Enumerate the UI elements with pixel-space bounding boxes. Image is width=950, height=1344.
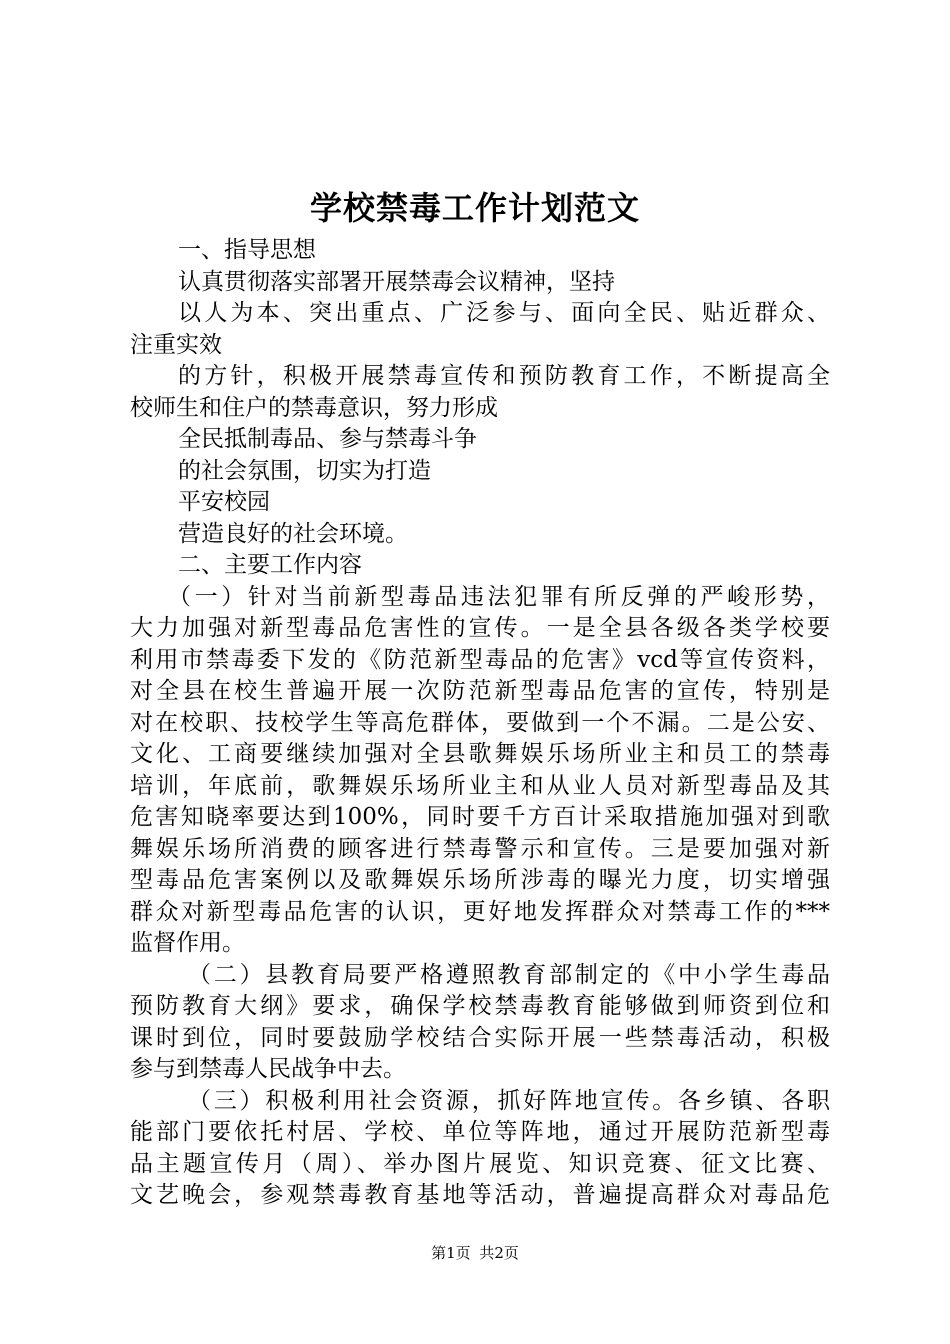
text-line: 一、指导思想 <box>178 237 316 263</box>
text-line: 以人为本、突出重点、广泛参与、面向全民、贴近群众、 <box>178 300 830 326</box>
text-line: 能部门要依托村居、学校、单位等阵地，通过开展防范新型毒 <box>130 1119 830 1145</box>
text-line: 的社会氛围，切实为打造 <box>178 457 431 484</box>
text-line: 舞娱乐场所消费的顾客进行禁毒警示和宣传。三是要加强对新 <box>130 835 830 862</box>
text-line: 监督作用。 <box>130 930 245 956</box>
text-line: 对全县在校生普遍开展一次防范新型毒品危害的宣传，特别是 <box>130 678 830 704</box>
text-line: 群众对新型毒品危害的认识，更好地发挥群众对禁毒工作的*** <box>130 898 830 925</box>
text-line: 预防教育大纲》要求，确保学校禁毒教育能够做到师资到位和 <box>130 993 830 1019</box>
page-number: 第1页 <box>431 1244 471 1262</box>
text-line: 注重实效 <box>130 331 222 358</box>
text-line: 对在校职、技校学生等高危群体，要做到一个不漏。二是公安、 <box>130 709 830 736</box>
text-line: 全民抵制毒品、参与禁毒斗争 <box>178 426 477 452</box>
text-line: 参与到禁毒人民战争中去。 <box>130 1056 406 1082</box>
text-line: 大力加强对新型毒品危害性的宣传。一是全县各级各类学校要 <box>130 615 830 641</box>
text-line: 培训，年底前，歌舞娱乐场所业主和从业人员对新型毒品及其 <box>130 772 830 799</box>
page-total: 共2页 <box>479 1244 519 1262</box>
page-footer <box>0 1243 950 1263</box>
text-line: 平安校园 <box>178 489 270 515</box>
text-line: 的方针，积极开展禁毒宣传和预防教育工作，不断提高全 <box>178 363 830 389</box>
text-line: （一）针对当前新型毒品违法犯罪有所反弹的严峻形势， <box>168 583 830 610</box>
text-line: 认真贯彻落实部署开展禁毒会议精神，坚持 <box>178 268 615 295</box>
text-line: 危害知晓率要达到100%，同时要千方百计采取措施加强对到歌 <box>130 804 830 830</box>
text-line: 课时到位，同时要鼓励学校结合实际开展一些禁毒活动，积极 <box>130 1024 830 1051</box>
text-line: 文艺晚会，参观禁毒教育基地等活动，普遍提高群众对毒品危 <box>130 1182 830 1208</box>
text-line: 二、主要工作内容 <box>178 552 362 578</box>
text-line: 营造良好的社会环境。 <box>178 520 408 547</box>
text-line: 文化、工商要继续加强对全县歌舞娱乐场所业主和员工的禁毒 <box>130 741 830 767</box>
text-line: 校师生和住户的禁毒意识，努力形成 <box>130 394 498 421</box>
text-line: 利用市禁毒委下发的《防范新型毒品的危害》vcd等宣传资料， <box>130 646 830 673</box>
text-line: （二）县教育局要严格遵照教育部制定的《中小学生毒品 <box>188 961 830 988</box>
document-body <box>130 235 830 1212</box>
text-line: （三）积极利用社会资源，抓好阵地宣传。各乡镇、各职 <box>188 1087 830 1114</box>
text-line: 品主题宣传月（周）、举办图片展览、知识竞赛、征文比赛、 <box>130 1150 830 1177</box>
document-title: 学校禁毒工作计划范文 <box>309 189 640 227</box>
text-line: 型毒品危害案例以及歌舞娱乐场所涉毒的曝光力度，切实增强 <box>130 867 830 893</box>
